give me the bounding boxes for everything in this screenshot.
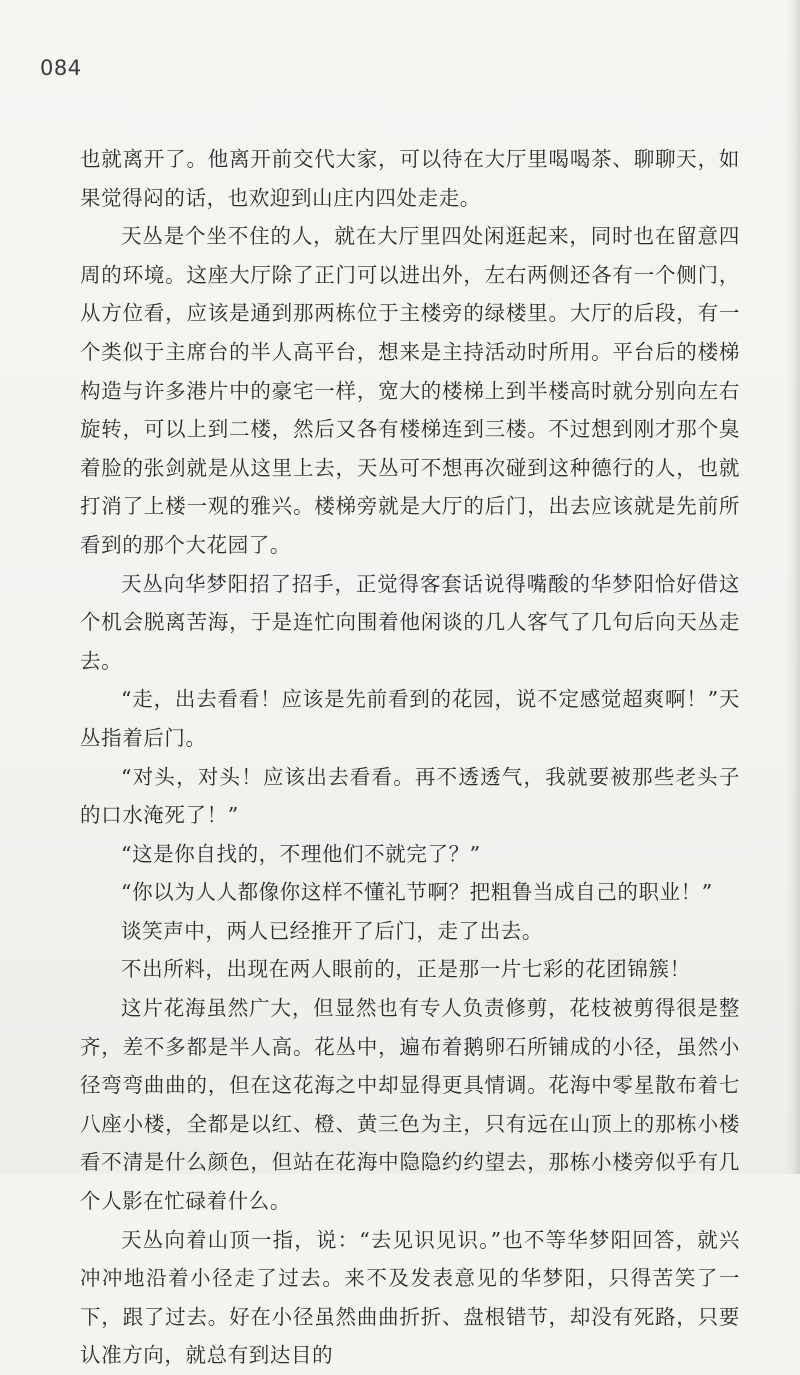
paragraph-11: 天丛向着山顶一指，说：“去见识见识。”也不等华梦阳回答，就兴冲冲地沿着小径走了过去。来不及发表意见的华梦阳，只得苦笑了一下，跟了过去。好在小径虽然曲曲折折、盘根错节，却没有死路，只要认准方向，就总有到达目的 xyxy=(80,1227,740,1368)
paragraph-10: 这片花海虽然广大，但显然也有专人负责修剪，花枝被剪得很是整齐，差不多都是半人高。花丛中，遍布着鹅卵石所铺成的小径，虽然小径弯弯曲曲的，但在这花海之中却显得更具情调。花海中零星散布着七八座小楼，全都是以红、橙、黄三色为主，只有远在山顶上的那栋小楼看不清是什么颜色，但站在花海中隐隐约约望去，那栋小楼旁似乎有几个人影在忙碌着什么。 xyxy=(80,996,740,1214)
paragraph-5: “对头，对头！应该出去看看。再不透透气，我就要被那些老头子的口水淹死了！” xyxy=(80,764,740,828)
body-text xyxy=(80,140,740,1375)
paragraph-3: 天丛向华梦阳招了招手，正觉得客套话说得嘴酸的华梦阳恰好借这个机会脱离苦海，于是连忙向围着他闲谈的几人客气了几句后向天丛走去。 xyxy=(80,571,740,673)
paragraph-4: “走，出去看看！应该是先前看到的花园，说不定感觉超爽啊！”天丛指着后门。 xyxy=(80,687,740,750)
paragraph-2: 天丛是个坐不住的人，就在大厅里四处闲逛起来，同时也在留意四周的环境。这座大厅除了正门可以进出外，左右两侧还各有一个侧门，从方位看，应该是通到那两栋位于主楼旁的绿楼里。大厅的后段，有一个类似于主席台的半人高平台，想来是主持活动时所用。平台后的楼梯构造与许多港片中的豪宅一样，宽大的楼梯上到半楼高时就分别向左右旋转，可以上到二楼，然后又各有楼梯连到三楼。不过想到刚才那个臭着脸的张剑就是从这里上去，天丛可不想再次碰到这种德行的人，也就打消了上楼一观的雅兴。楼梯旁就是大厅的后门，出去应该就是先前所看到的那个大花园了。 xyxy=(80,224,740,557)
paragraph-6: “这是你自找的，不理他们不就完了？” xyxy=(121,841,481,866)
paragraph-7: “你以为人人都像你这样不懂礼节啊？把粗鲁当成自己的职业！” xyxy=(121,880,713,905)
paragraph-1: 也就离开了。他离开前交代大家，可以待在大厅里喝喝茶、聊聊天，如果觉得闷的话，也欢迎到山庄内四处走走。 xyxy=(80,147,740,210)
paragraph-8: 谈笑声中，两人已经推开了后门，走了出去。 xyxy=(121,918,543,943)
page-edge-shadow xyxy=(786,0,800,1174)
page-number: 084 xyxy=(40,56,82,80)
paragraph-9: 不出所料，出现在两人眼前的，正是那一片七彩的花团锦簇！ xyxy=(121,957,691,982)
